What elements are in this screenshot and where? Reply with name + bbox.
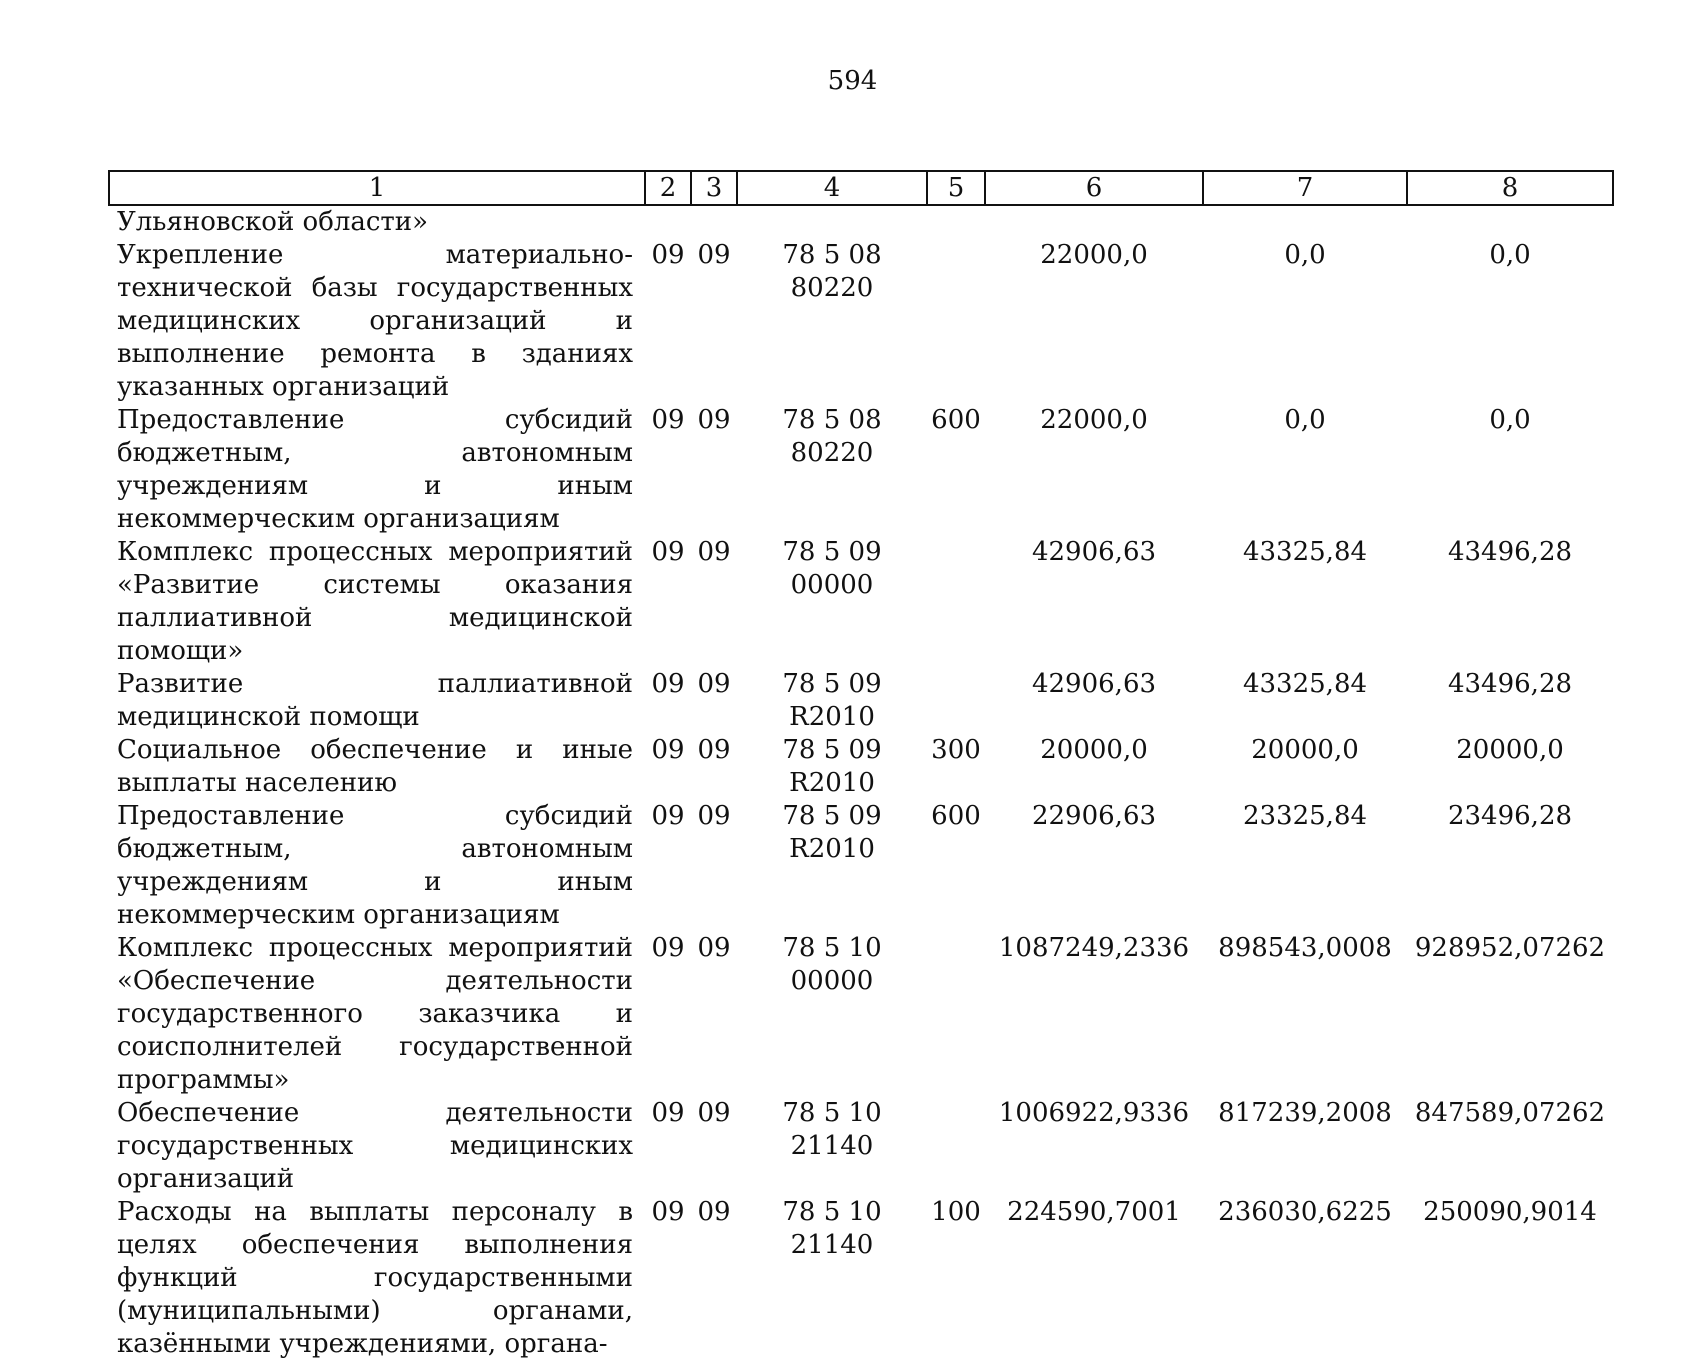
- expense-type-cell: 600: [931, 405, 981, 435]
- amount-col7-cell: 23325,84: [1242, 801, 1368, 831]
- expense-type-cell: 100: [931, 1197, 981, 1227]
- section-cell: 09: [651, 669, 685, 699]
- amount-col7-cell: 898543,0008: [1218, 933, 1392, 963]
- table-row: [109, 1196, 1613, 1361]
- expense-type-cell: [927, 668, 985, 734]
- section-cell: 09: [651, 933, 685, 963]
- subsection-cell: 09: [697, 669, 731, 699]
- section-cell: 09: [651, 801, 685, 831]
- subsection-cell: 09: [697, 537, 731, 567]
- target-article-cell: 78 5 10 00000: [782, 933, 882, 996]
- amount-col6-cell: 1087249,2336: [998, 933, 1190, 963]
- subsection-cell: 09: [697, 1197, 731, 1227]
- budget-table: [108, 170, 1614, 1361]
- column-header: 4: [737, 171, 927, 205]
- section-cell: [645, 205, 691, 239]
- table-row: [109, 800, 1613, 932]
- section-cell: 09: [651, 735, 685, 765]
- section-cell: 09: [651, 1197, 685, 1227]
- row-name-cell: Развитие паллиативной медицинской помощи: [117, 669, 633, 732]
- row-name-cell: Укрепление материально-технической базы государственных медицинских организаций и выполнение ремонта в зданиях указанных организаций: [117, 240, 633, 402]
- target-article-cell: 78 5 09 00000: [782, 537, 882, 600]
- amount-col6-cell: 20000,0: [1040, 735, 1148, 765]
- expense-type-cell: 300: [931, 735, 981, 765]
- amount-col8-cell: 250090,9014: [1423, 1197, 1597, 1227]
- subsection-cell: [691, 205, 737, 239]
- amount-col6-cell: [985, 205, 1203, 239]
- row-name-cell: Обеспечение деятельности государственных медицинских организаций: [117, 1098, 633, 1194]
- table-row: [109, 239, 1613, 404]
- expense-type-cell: [927, 536, 985, 668]
- amount-col7-cell: 43325,84: [1242, 669, 1368, 699]
- amount-col8-cell: 43496,28: [1447, 669, 1573, 699]
- column-header: 1: [109, 171, 645, 205]
- target-article-cell: 78 5 09 R2010: [782, 669, 882, 732]
- table-body: [109, 205, 1613, 1361]
- amount-col6-cell: 42906,63: [1031, 537, 1157, 567]
- amount-col8-cell: 0,0: [1489, 240, 1531, 270]
- expense-type-cell: [927, 239, 985, 404]
- row-name-cell: Социальное обеспечение и иные выплаты населению: [117, 735, 633, 798]
- table-row: [109, 1097, 1613, 1196]
- page-number: 594: [827, 66, 878, 96]
- subsection-cell: 09: [697, 933, 731, 963]
- section-cell: 09: [651, 405, 685, 435]
- target-article-cell: [737, 205, 927, 239]
- amount-col7-cell: 43325,84: [1242, 537, 1368, 567]
- table-row: [109, 932, 1613, 1097]
- header-row: [109, 171, 1613, 205]
- amount-col8-cell: 928952,07262: [1414, 933, 1606, 963]
- amount-col7-cell: 817239,2008: [1218, 1098, 1392, 1128]
- row-name-cell: Предоставление субсидий бюджетным, автономным учреждениям и иным некоммерческим организациям: [117, 801, 633, 930]
- column-header: 5: [927, 171, 985, 205]
- amount-col8-cell: 0,0: [1489, 405, 1531, 435]
- target-article-cell: 78 5 08 80220: [782, 405, 882, 468]
- section-cell: 09: [651, 1098, 685, 1128]
- amount-col7-cell: 236030,6225: [1218, 1197, 1392, 1227]
- row-name-cell: Комплекс процессных мероприятий «Обеспечение деятельности государственного заказчика и соисполнителей государственной программы»: [117, 933, 633, 1095]
- amount-col8-cell: 20000,0: [1456, 735, 1564, 765]
- column-header: 2: [645, 171, 691, 205]
- section-cell: 09: [651, 240, 685, 270]
- table-row: [109, 536, 1613, 668]
- amount-col7-cell: 0,0: [1284, 405, 1326, 435]
- subsection-cell: 09: [697, 801, 731, 831]
- amount-col6-cell: 42906,63: [1031, 669, 1157, 699]
- column-header: 6: [985, 171, 1203, 205]
- expense-type-cell: [927, 205, 985, 239]
- column-header: 3: [691, 171, 737, 205]
- amount-col6-cell: 22000,0: [1040, 405, 1148, 435]
- target-article-cell: 78 5 08 80220: [782, 240, 882, 303]
- table-row: [109, 668, 1613, 734]
- subsection-cell: 09: [697, 1098, 731, 1128]
- amount-col6-cell: 224590,7001: [1007, 1197, 1181, 1227]
- amount-col8-cell: 847589,07262: [1414, 1098, 1606, 1128]
- amount-col6-cell: 22000,0: [1040, 240, 1148, 270]
- target-article-cell: 78 5 10 21140: [782, 1098, 882, 1161]
- amount-col8-cell: 43496,28: [1447, 537, 1573, 567]
- column-header: 8: [1407, 171, 1613, 205]
- table-row: [109, 404, 1613, 536]
- amount-col6-cell: 1006922,9336: [998, 1098, 1190, 1128]
- amount-col7-cell: 20000,0: [1251, 735, 1359, 765]
- row-name-cell: Комплекс процессных мероприятий «Развитие системы оказания паллиативной медицинской помощи»: [117, 537, 633, 666]
- target-article-cell: 78 5 09 R2010: [782, 801, 882, 864]
- target-article-cell: 78 5 10 21140: [782, 1197, 882, 1260]
- amount-col8-cell: [1407, 205, 1613, 239]
- subsection-cell: 09: [697, 240, 731, 270]
- table-row: [109, 205, 1613, 239]
- amount-col7-cell: 0,0: [1284, 240, 1326, 270]
- section-cell: 09: [651, 537, 685, 567]
- row-name-cell: Предоставление субсидий бюджетным, автономным учреждениям и иным некоммерческим организациям: [117, 405, 633, 534]
- amount-col8-cell: 23496,28: [1447, 801, 1573, 831]
- expense-type-cell: [927, 932, 985, 1097]
- amount-col7-cell: [1203, 205, 1407, 239]
- amount-col6-cell: 22906,63: [1031, 801, 1157, 831]
- subsection-cell: 09: [697, 405, 731, 435]
- subsection-cell: 09: [697, 735, 731, 765]
- expense-type-cell: 600: [931, 801, 981, 831]
- table-row: [109, 734, 1613, 800]
- target-article-cell: 78 5 09 R2010: [782, 735, 882, 798]
- column-header: 7: [1203, 171, 1407, 205]
- row-name-cell: Расходы на выплаты персоналу в целях обеспечения выполнения функций государственными (муниципальными) органами, казёнными учреждениями, органа-: [117, 1197, 633, 1359]
- row-name-cell: Ульяновской области»: [117, 207, 429, 237]
- expense-type-cell: [927, 1097, 985, 1196]
